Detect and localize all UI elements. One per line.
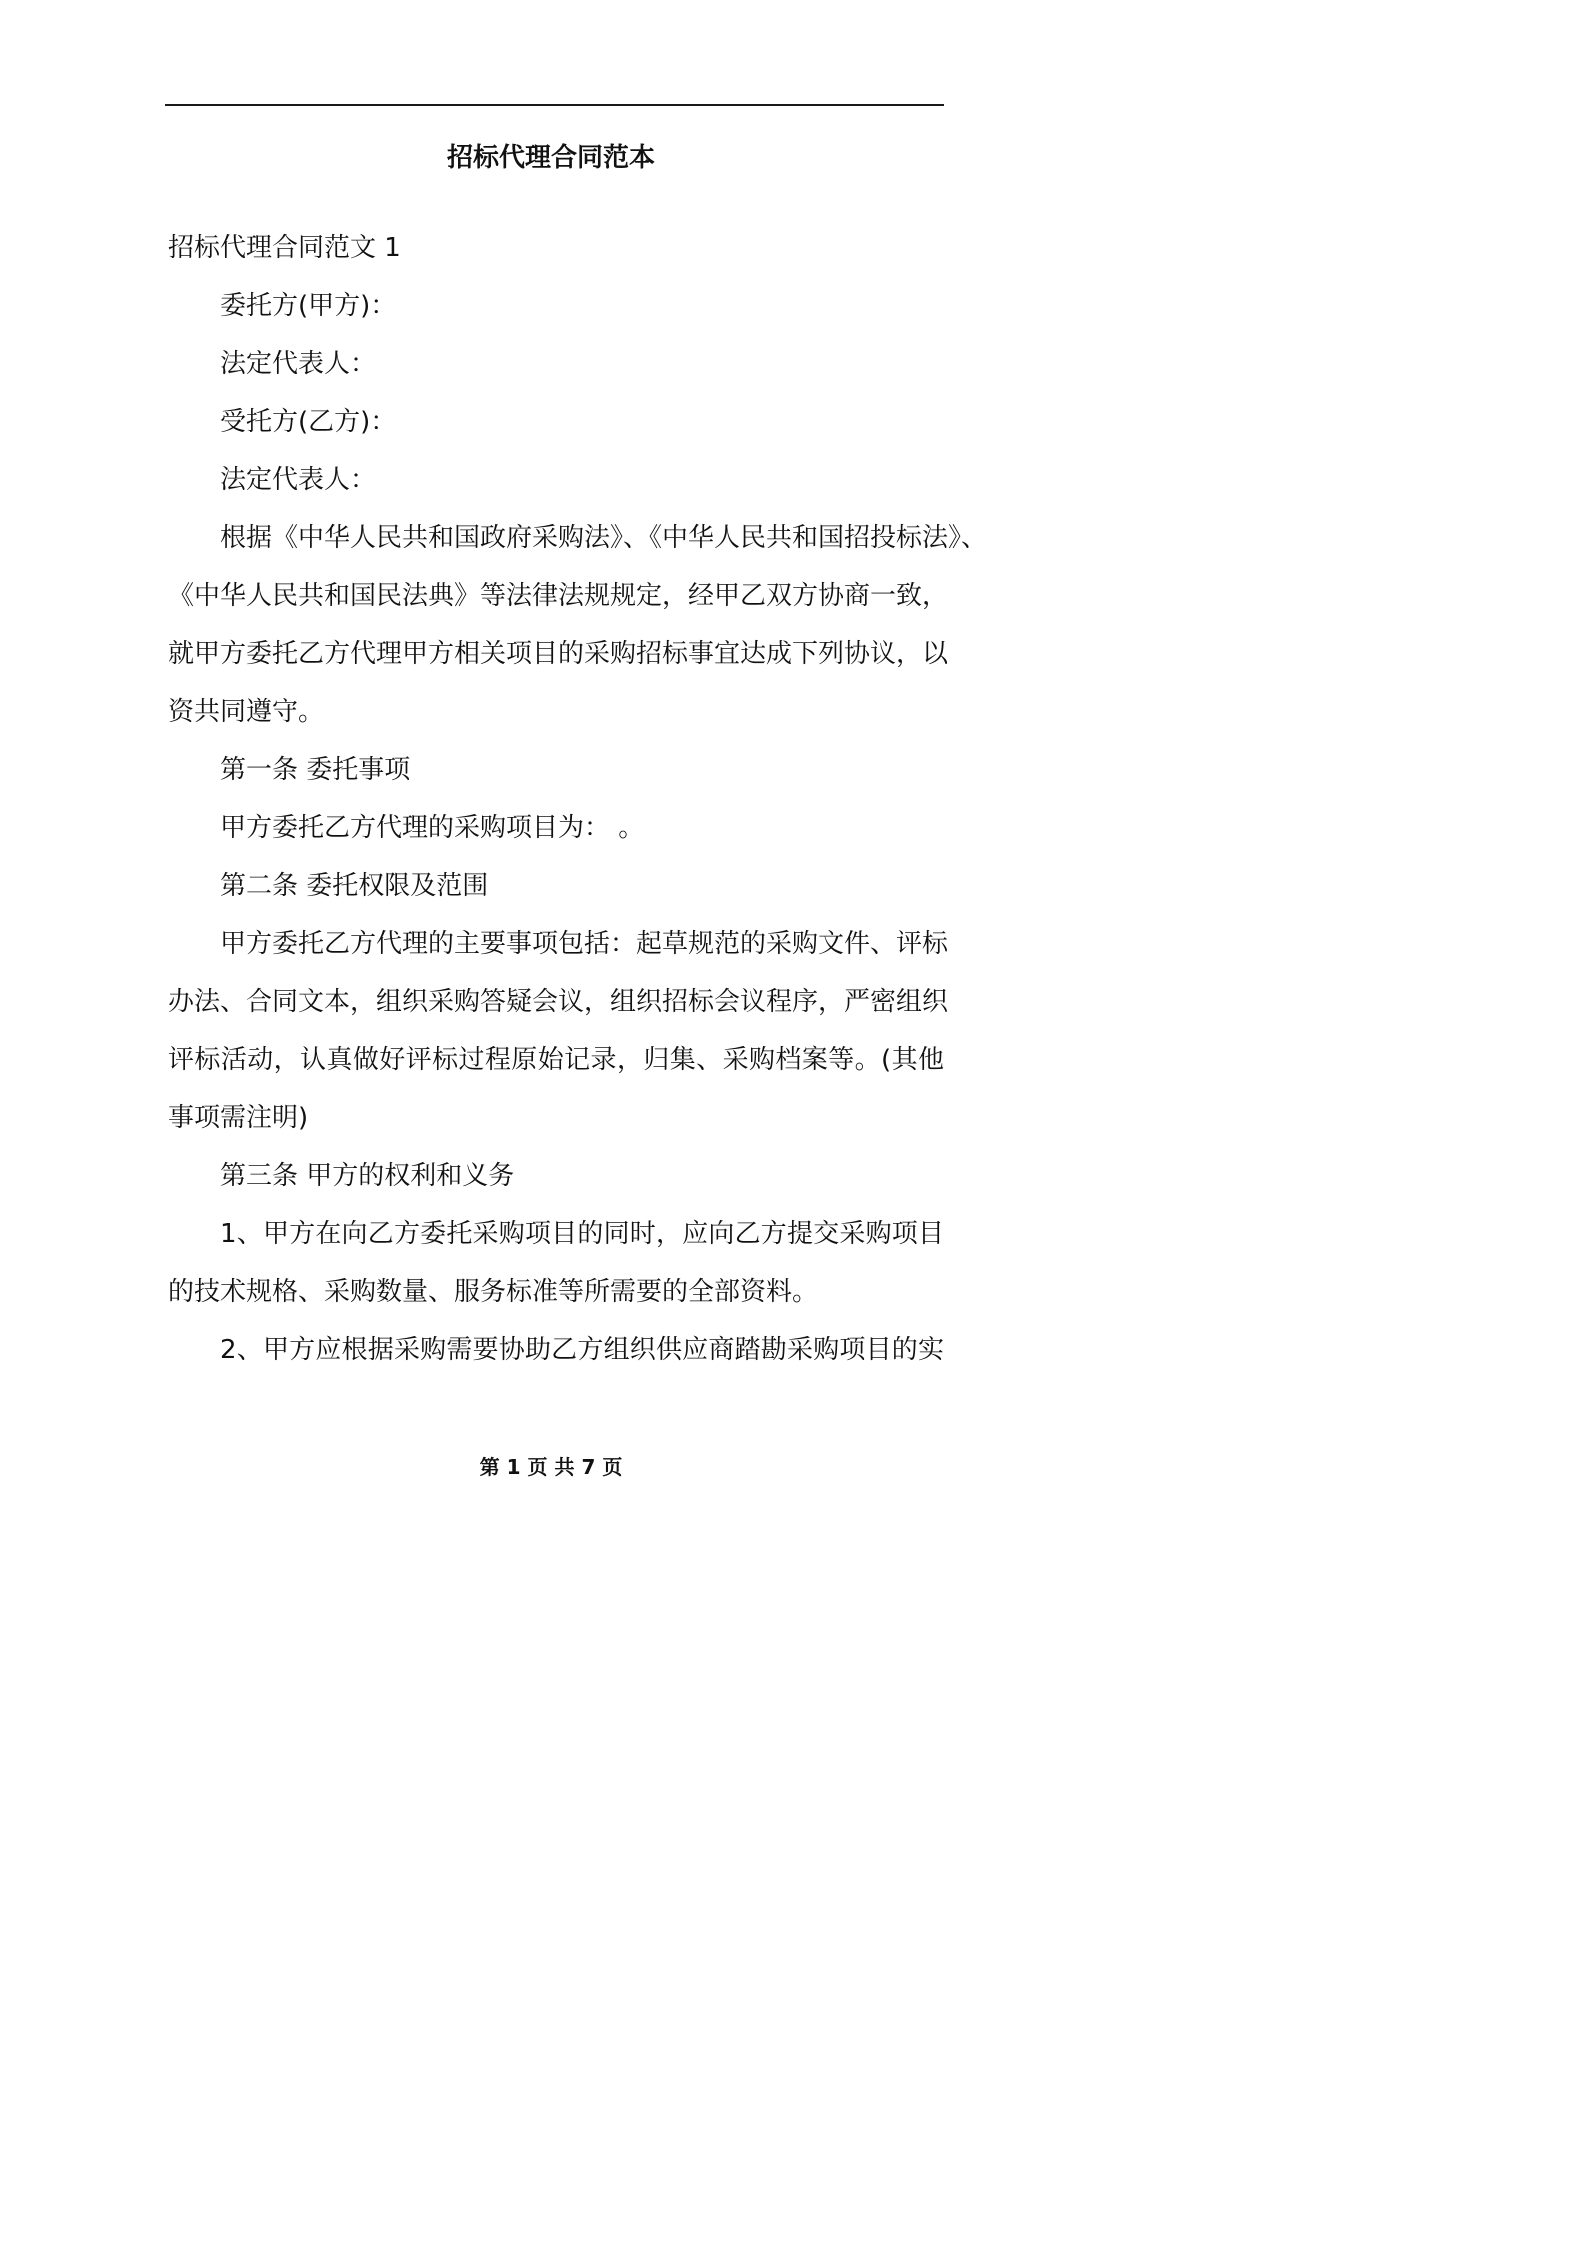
article-1-heading: 第一条 委托事项 — [220, 755, 411, 785]
agent-representative-label: 法定代表人： — [220, 465, 377, 495]
article-3-item-1-line: 的技术规格、采购数量、服务标准等所需要的全部资料。 — [168, 1277, 819, 1307]
preamble-line: 《中华人民共和国民法典》等法律法规规定，经甲乙双方协商一致， — [168, 581, 949, 611]
header-rule — [165, 104, 944, 106]
document-title: 招标代理合同范本 — [446, 143, 655, 173]
client-party-label: 委托方(甲方)： — [220, 291, 397, 321]
preamble-line: 根据《中华人民共和国政府采购法》、《中华人民共和国招投标法》、 — [220, 523, 988, 553]
article-2-heading: 第二条 委托权限及范围 — [220, 871, 489, 901]
client-representative-label: 法定代表人： — [220, 349, 377, 379]
article-2-line: 甲方委托乙方代理的主要事项包括：起草规范的采购文件、评标 — [220, 929, 949, 959]
document-page — [0, 0, 1102, 1559]
preamble-line: 资共同遵守。 — [168, 697, 325, 727]
preamble-line: 就甲方委托乙方代理甲方相关项目的采购招标事宜达成下列协议，以 — [168, 639, 949, 669]
article-3-item-1-line: 1、甲方在向乙方委托采购项目的同时，应向乙方提交采购项目 — [220, 1219, 944, 1249]
agent-party-label: 受托方(乙方)： — [220, 407, 397, 437]
article-3-item-2-line: 2、甲方应根据采购需要协助乙方组织供应商踏勘采购项目的实 — [220, 1335, 944, 1365]
article-2-line: 办法、合同文本，组织采购答疑会议，组织招标会议程序，严密组织 — [168, 987, 949, 1017]
page-indicator: 第 1 页 共 7 页 — [479, 1455, 623, 1479]
article-2-line: 事项需注明) — [168, 1103, 309, 1133]
article-2-line: 评标活动，认真做好评标过程原始记录，归集、采购档案等。(其他 — [168, 1045, 944, 1075]
article-3-heading: 第三条 甲方的权利和义务 — [220, 1161, 515, 1191]
document-subtitle: 招标代理合同范文 1 — [168, 233, 401, 263]
article-1-text: 甲方委托乙方代理的采购项目为： 。 — [220, 813, 645, 843]
